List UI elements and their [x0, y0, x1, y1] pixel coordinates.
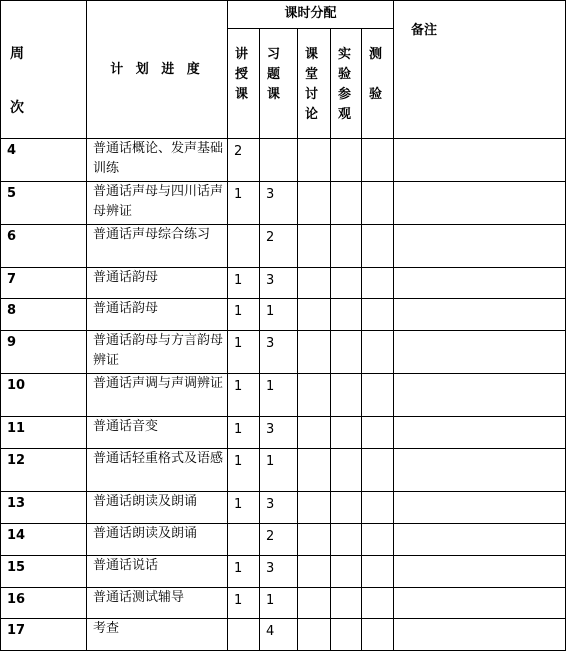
- lab-visit-header-char: 观: [338, 107, 352, 122]
- exercise-header-char: 课: [267, 87, 281, 102]
- test-header-char: 测: [369, 47, 383, 62]
- remark-header: 备注: [394, 1, 566, 139]
- exercise-hours-cell: 2: [260, 524, 298, 556]
- test-hours-cell: [362, 492, 394, 524]
- table-row: [1, 268, 566, 299]
- lecture-hours-cell: 2: [228, 139, 260, 182]
- table-row: [1, 556, 566, 588]
- exercise-header: [260, 29, 298, 139]
- discussion-header: [298, 29, 331, 139]
- test-hours-cell: [362, 524, 394, 556]
- lecture-hours-cell: 1: [228, 417, 260, 449]
- discussion-hours-cell: [298, 588, 331, 619]
- exercise-hours-cell: 3: [260, 268, 298, 299]
- exercise-hours-cell: [260, 139, 298, 182]
- remark-cell: [394, 299, 566, 331]
- remark-cell: [394, 331, 566, 374]
- exercise-hours-cell: 3: [260, 417, 298, 449]
- discussion-hours-cell: [298, 182, 331, 225]
- week-header-bottom: 次: [10, 100, 24, 116]
- exercise-hours-cell: 1: [260, 374, 298, 417]
- test-hours-cell: [362, 139, 394, 182]
- topic-cell: 普通话概论、发声基础训练: [87, 139, 228, 182]
- topic-cell: 普通话说话: [87, 556, 228, 588]
- remark-cell: [394, 374, 566, 417]
- topic-cell: 普通话韵母: [87, 268, 228, 299]
- week-cell: 15: [1, 556, 87, 588]
- topic-cell: 普通话音变: [87, 417, 228, 449]
- lecture-hours-cell: 1: [228, 331, 260, 374]
- test-header-char: [369, 65, 393, 85]
- week-cell: 10: [1, 374, 87, 417]
- exercise-hours-cell: 3: [260, 331, 298, 374]
- lecture-hours-cell: [228, 524, 260, 556]
- table-row: [1, 417, 566, 449]
- week-cell: 17: [1, 619, 87, 651]
- discussion-hours-cell: [298, 268, 331, 299]
- table-row: [1, 331, 566, 374]
- exercise-header-char: 题: [267, 67, 281, 82]
- topic-cell: 普通话韵母: [87, 299, 228, 331]
- lecture-hours-cell: 1: [228, 556, 260, 588]
- lecture-hours-cell: 1: [228, 268, 260, 299]
- exercise-hours-cell: 3: [260, 182, 298, 225]
- lecture-header: [228, 29, 260, 139]
- hours-allocation-header: 课时分配: [228, 1, 394, 29]
- lab-visit-header: [331, 29, 362, 139]
- topic-cell: 考查: [87, 619, 228, 651]
- lecture-hours-cell: 1: [228, 449, 260, 492]
- table-row: [1, 492, 566, 524]
- remark-cell: [394, 556, 566, 588]
- lecture-hours-cell: 1: [228, 588, 260, 619]
- exercise-hours-cell: 2: [260, 225, 298, 268]
- lab-visit-hours-cell: [331, 374, 362, 417]
- week-cell: 12: [1, 449, 87, 492]
- discussion-hours-cell: [298, 225, 331, 268]
- discussion-hours-cell: [298, 524, 331, 556]
- remark-cell: [394, 268, 566, 299]
- test-hours-cell: [362, 268, 394, 299]
- test-hours-cell: [362, 556, 394, 588]
- test-hours-cell: [362, 331, 394, 374]
- topic-cell: 普通话测试辅导: [87, 588, 228, 619]
- week-cell: 9: [1, 331, 87, 374]
- lecture-header-char: 讲: [235, 47, 249, 62]
- week-header-top: 周: [10, 46, 24, 62]
- week-cell: 16: [1, 588, 87, 619]
- lab-visit-hours-cell: [331, 492, 362, 524]
- remark-cell: [394, 182, 566, 225]
- week-cell: 4: [1, 139, 87, 182]
- lab-visit-hours-cell: [331, 268, 362, 299]
- discussion-header-char: 讨: [305, 87, 319, 102]
- remark-cell: [394, 588, 566, 619]
- test-hours-cell: [362, 299, 394, 331]
- test-header-char: 验: [369, 87, 383, 102]
- topic-cell: 普通话朗读及朗诵: [87, 492, 228, 524]
- remark-cell: [394, 492, 566, 524]
- lecture-hours-cell: 1: [228, 374, 260, 417]
- discussion-hours-cell: [298, 299, 331, 331]
- lecture-hours-cell: [228, 225, 260, 268]
- remark-cell: [394, 225, 566, 268]
- topic-cell: 普通话韵母与方言韵母辨证: [87, 331, 228, 374]
- test-hours-cell: [362, 417, 394, 449]
- discussion-header-char: 课: [305, 47, 319, 62]
- lab-visit-hours-cell: [331, 139, 362, 182]
- week-cell: 11: [1, 417, 87, 449]
- topic-cell: 普通话声调与声调辨证: [87, 374, 228, 417]
- exercise-hours-cell: 3: [260, 492, 298, 524]
- test-hours-cell: [362, 374, 394, 417]
- table-row: [1, 524, 566, 556]
- topic-cell: 普通话声母与四川话声母辨证: [87, 182, 228, 225]
- lab-visit-header-char: 验: [338, 67, 352, 82]
- table-row: [1, 139, 566, 182]
- discussion-hours-cell: [298, 374, 331, 417]
- lab-visit-hours-cell: [331, 225, 362, 268]
- discussion-header-char: 堂: [305, 67, 319, 82]
- exercise-hours-cell: 1: [260, 588, 298, 619]
- week-cell: 13: [1, 492, 87, 524]
- topic-cell: 普通话朗读及朗诵: [87, 524, 228, 556]
- topic-cell: 普通话声母综合练习: [87, 225, 228, 268]
- plan-header: 计 划 进 度: [87, 1, 228, 139]
- remark-cell: [394, 524, 566, 556]
- exercise-header-char: 习: [267, 47, 281, 62]
- test-hours-cell: [362, 449, 394, 492]
- test-hours-cell: [362, 588, 394, 619]
- lecture-header-char: 授: [235, 67, 249, 82]
- table-row: [1, 182, 566, 225]
- lab-visit-hours-cell: [331, 182, 362, 225]
- lab-visit-header-char: 实: [338, 47, 352, 62]
- lab-visit-hours-cell: [331, 449, 362, 492]
- week-cell: 6: [1, 225, 87, 268]
- discussion-hours-cell: [298, 331, 331, 374]
- lab-visit-header-char: 参: [338, 87, 352, 102]
- exercise-hours-cell: 3: [260, 556, 298, 588]
- test-header: [362, 29, 394, 139]
- discussion-hours-cell: [298, 417, 331, 449]
- lab-visit-hours-cell: [331, 417, 362, 449]
- week-cell: 7: [1, 268, 87, 299]
- lecture-hours-cell: 1: [228, 492, 260, 524]
- remark-cell: [394, 139, 566, 182]
- table-row: [1, 588, 566, 619]
- table-row: [1, 299, 566, 331]
- discussion-header-char: 论: [305, 107, 319, 122]
- week-header: [1, 1, 87, 139]
- table-row: [1, 374, 566, 417]
- test-hours-cell: [362, 182, 394, 225]
- topic-cell: 普通话轻重格式及语感: [87, 449, 228, 492]
- test-hours-cell: [362, 225, 394, 268]
- lab-visit-hours-cell: [331, 331, 362, 374]
- lab-visit-hours-cell: [331, 556, 362, 588]
- lecture-hours-cell: 1: [228, 182, 260, 225]
- lab-visit-hours-cell: [331, 588, 362, 619]
- week-cell: 8: [1, 299, 87, 331]
- lab-visit-hours-cell: [331, 299, 362, 331]
- week-cell: 5: [1, 182, 87, 225]
- discussion-hours-cell: [298, 139, 331, 182]
- exercise-hours-cell: 1: [260, 299, 298, 331]
- week-cell: 14: [1, 524, 87, 556]
- remark-cell: [394, 449, 566, 492]
- exercise-hours-cell: 1: [260, 449, 298, 492]
- discussion-hours-cell: [298, 492, 331, 524]
- remark-cell: [394, 417, 566, 449]
- lecture-header-char: 课: [235, 87, 249, 102]
- lecture-hours-cell: 1: [228, 299, 260, 331]
- discussion-hours-cell: [298, 556, 331, 588]
- lab-visit-hours-cell: [331, 524, 362, 556]
- table-row: [1, 225, 566, 268]
- exercise-hours-cell: 4: [260, 619, 298, 651]
- discussion-hours-cell: [298, 449, 331, 492]
- table-row: [1, 449, 566, 492]
